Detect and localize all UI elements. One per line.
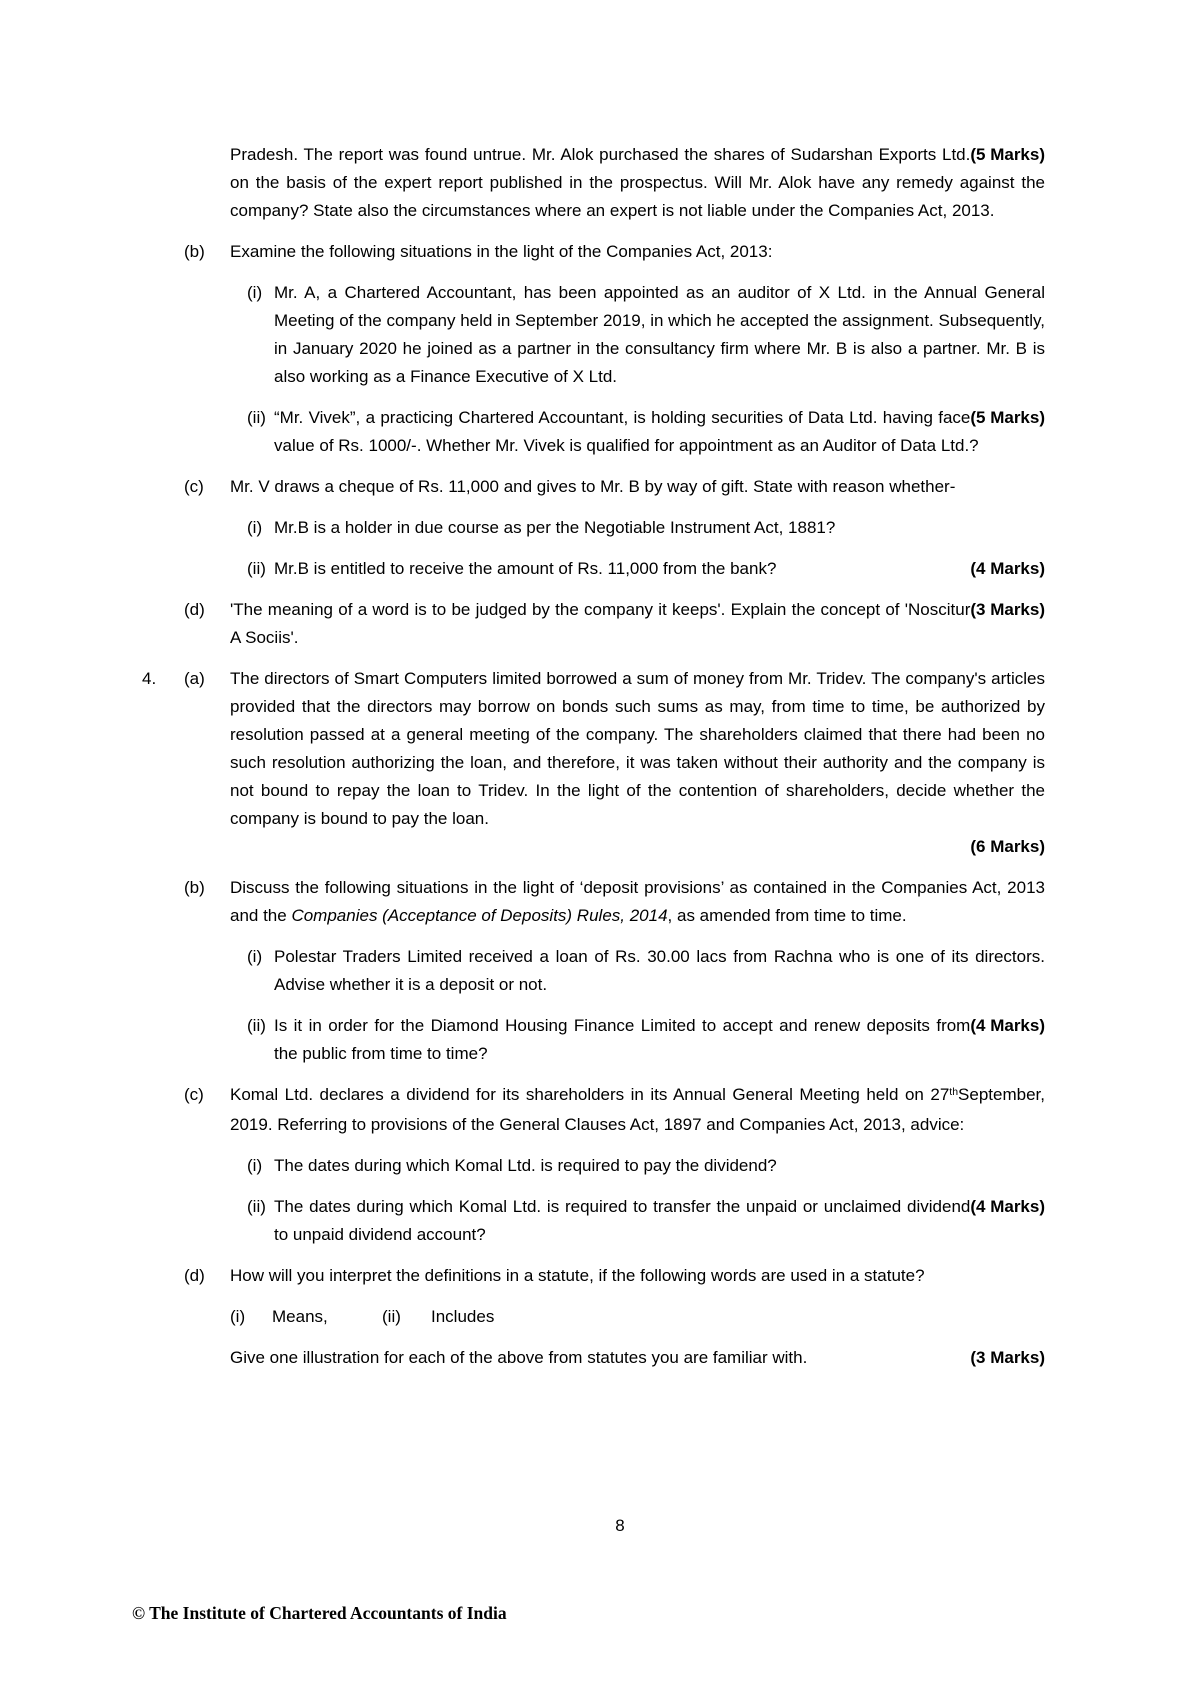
item-text-content: Mr. V draws a cheque of Rs. 11,000 and gives to Mr. B by way of gift. State with reason whether- <box>230 477 956 496</box>
item-text <box>230 874 1045 930</box>
item-text <box>230 238 1045 266</box>
number-column-spacer <box>142 1344 184 1372</box>
letter-column-spacer <box>184 1152 230 1180</box>
subitem-text-content: Is it in order for the Diamond Housing Finance Limited to accept and renew deposits from the public from time to time? <box>274 1016 971 1063</box>
letter-column-spacer <box>184 943 230 999</box>
question-subitem <box>142 555 1045 583</box>
item-label: (c) <box>184 477 204 496</box>
paragraph-text <box>230 1344 1045 1372</box>
question-subitem-inline <box>142 1303 1045 1331</box>
subitem-label: (ii) <box>247 1197 266 1216</box>
inline-options <box>230 1303 1045 1331</box>
question-item <box>142 238 1045 266</box>
question-subitem <box>142 1152 1045 1180</box>
letter-column-spacer <box>184 404 230 460</box>
subitem-text <box>274 943 1045 999</box>
letter-column-spacer <box>184 1193 230 1249</box>
subitem-label: (i) <box>247 1156 263 1175</box>
number-column-spacer <box>142 943 184 999</box>
option-text: Includes <box>431 1307 495 1326</box>
letter-column-spacer <box>184 141 230 225</box>
marks-badge: (3 Marks) <box>970 1348 1045 1367</box>
number-column-spacer <box>142 473 184 501</box>
item-text <box>230 473 1045 501</box>
question-paper-body <box>142 141 1045 1385</box>
question-item <box>142 874 1045 930</box>
option-text: Means, <box>272 1307 328 1326</box>
question-item <box>142 473 1045 501</box>
number-column-spacer <box>142 596 184 652</box>
item-label: (c) <box>184 1085 204 1104</box>
subitem-text-content: Mr. A, a Chartered Accountant, has been appointed as an auditor of X Ltd. in the Annual General Meeting of the company held in September 2019, in which he accepted the assignment. Subsequently, in January 2020 he joined as a partner in the consultancy firm where Mr. B is also a partner. Mr. B is also working as a Finance Executive of X Ltd. <box>274 283 1045 386</box>
marks-badge: (4 Marks) <box>970 1197 1045 1216</box>
number-column-spacer <box>142 874 184 930</box>
number-column-spacer <box>142 1193 184 1249</box>
question-subitem <box>142 1012 1045 1068</box>
subitem-text <box>274 555 1045 583</box>
subitem-text <box>274 514 1045 542</box>
question-item <box>142 1081 1045 1139</box>
subitem-text-content: The dates during which Komal Ltd. is required to transfer the unpaid or unclaimed dividend to unpaid dividend account? <box>274 1197 971 1244</box>
item-text <box>230 1262 1045 1290</box>
paragraph-text-content: Pradesh. The report was found untrue. Mr. Alok purchased the shares of Sudarshan Exports Ltd. on the basis of the expert report published in the prospectus. Will Mr. Alok have any remedy against the company? State also the circumstances where an expert is not liable under the Companies Act, 2013. <box>230 145 1045 220</box>
letter-column-spacer <box>184 555 230 583</box>
letter-column-spacer <box>184 514 230 542</box>
subitem-text <box>274 1193 1045 1249</box>
question-item-numbered <box>142 665 1045 861</box>
item-text <box>230 665 1045 861</box>
item-text-content: How will you interpret the definitions in a statute, if the following words are used in a statute? <box>230 1266 925 1285</box>
subitem-label: (ii) <box>382 1307 401 1326</box>
marks-badge: (5 Marks) <box>970 145 1045 164</box>
item-text-content: Examine the following situations in the light of the Companies Act, 2013: <box>230 242 773 261</box>
subitem-text <box>274 1012 1045 1068</box>
letter-column-spacer <box>184 1012 230 1068</box>
question-subitem <box>142 279 1045 391</box>
subitem-label: (ii) <box>247 1016 266 1035</box>
item-text-content: September, 2019. Referring to provisions of the General Clauses Act, 1897 and Companies Act, 2013, advice: <box>230 1085 1045 1134</box>
item-text-citation: Companies (Acceptance of Deposits) Rules, 2014 <box>291 906 668 925</box>
subitem-label: (i) <box>247 283 263 302</box>
item-label: (d) <box>184 600 205 619</box>
marks-badge: (5 Marks) <box>970 408 1045 427</box>
paragraph-text-content: Give one illustration for each of the above from statutes you are familiar with. <box>230 1348 808 1367</box>
subitem-label: (i) <box>247 518 263 537</box>
subitem-text-content: The dates during which Komal Ltd. is required to pay the dividend? <box>274 1156 777 1175</box>
marks-badge: (4 Marks) <box>970 1016 1045 1035</box>
subitem-label: (i) <box>247 947 263 966</box>
number-column-spacer <box>142 1303 184 1331</box>
question-paragraph <box>142 141 1045 225</box>
question-number: 4. <box>142 669 157 688</box>
item-label: (a) <box>184 669 205 688</box>
question-item <box>142 1262 1045 1290</box>
subitem-text <box>274 404 1045 460</box>
marks-badge: (4 Marks) <box>970 559 1045 578</box>
number-column-spacer <box>142 1152 184 1180</box>
number-column-spacer <box>142 1081 184 1139</box>
number-column-spacer <box>142 238 184 266</box>
item-text <box>230 596 1045 652</box>
subitem-text-content: “Mr. Vivek”, a practicing Chartered Accountant, is holding securities of Data Ltd. having face value of Rs. 1000/-. Whether Mr. Vivek is qualified for appointment as an Auditor of Data Ltd.? <box>274 408 979 455</box>
item-text-content: , as amended from time to time. <box>667 906 907 925</box>
item-label: (d) <box>184 1266 205 1285</box>
paragraph-text <box>230 141 1045 225</box>
item-text-content: 'The meaning of a word is to be judged by the company it keeps'. Explain the concept of 'Noscitur A Sociis'. <box>230 600 971 647</box>
question-paragraph <box>142 1344 1045 1372</box>
page-number: 8 <box>615 1516 625 1535</box>
item-text-content: Komal Ltd. declares a dividend for its shareholders in its Annual General Meeting held on 27 <box>230 1085 950 1104</box>
question-subitem <box>142 1193 1045 1249</box>
question-subitem <box>142 404 1045 460</box>
number-column-spacer <box>142 404 184 460</box>
number-column-spacer <box>142 514 184 542</box>
item-text-content: Discuss the following situations in the light of ‘deposit provisions’ as contained in the Companies Act, 2013 and the <box>230 878 1045 925</box>
copyright-footer: © The Institute of Chartered Accountants of India <box>132 1603 507 1623</box>
subitem-text <box>274 1152 1045 1180</box>
number-column-spacer <box>142 555 184 583</box>
number-column-spacer <box>142 1262 184 1290</box>
letter-column-spacer <box>184 1344 230 1372</box>
question-subitem <box>142 514 1045 542</box>
item-label: (b) <box>184 242 205 261</box>
number-column-spacer <box>142 141 184 225</box>
marks-badge: (6 Marks) <box>970 837 1045 856</box>
letter-column-spacer <box>184 1303 230 1331</box>
item-label: (b) <box>184 878 205 897</box>
marks-badge: (3 Marks) <box>970 600 1045 619</box>
item-text-content: The directors of Smart Computers limited borrowed a sum of money from Mr. Tridev. The company's articles provided that the directors may borrow on bonds such sums as may, from time to time, be authorized by resolution passed at a general meeting of the company. The shareholders claimed that there had been no such resolution authorizing the loan, and therefore, it was taken without their authority and the company is not bound to repay the loan to Tridev. In the light of the contention of shareholders, decide whether the company is bound to pay the loan. <box>230 669 1045 828</box>
question-subitem <box>142 943 1045 999</box>
subitem-text-content: Polestar Traders Limited received a loan of Rs. 30.00 lacs from Rachna who is one of its directors. Advise whether it is a deposit or not. <box>274 947 1045 994</box>
subitem-label: (ii) <box>247 559 266 578</box>
ordinal-superscript: th <box>949 1086 959 1098</box>
item-text <box>230 1081 1045 1139</box>
subitem-label: (i) <box>230 1307 246 1326</box>
subitem-label: (ii) <box>247 408 266 427</box>
subitem-text <box>274 279 1045 391</box>
number-column-spacer <box>142 1012 184 1068</box>
number-column-spacer <box>142 279 184 391</box>
subitem-text-content: Mr.B is entitled to receive the amount of Rs. 11,000 from the bank? <box>274 559 777 578</box>
subitem-text-content: Mr.B is a holder in due course as per the Negotiable Instrument Act, 1881? <box>274 518 836 537</box>
letter-column-spacer <box>184 279 230 391</box>
question-item <box>142 596 1045 652</box>
